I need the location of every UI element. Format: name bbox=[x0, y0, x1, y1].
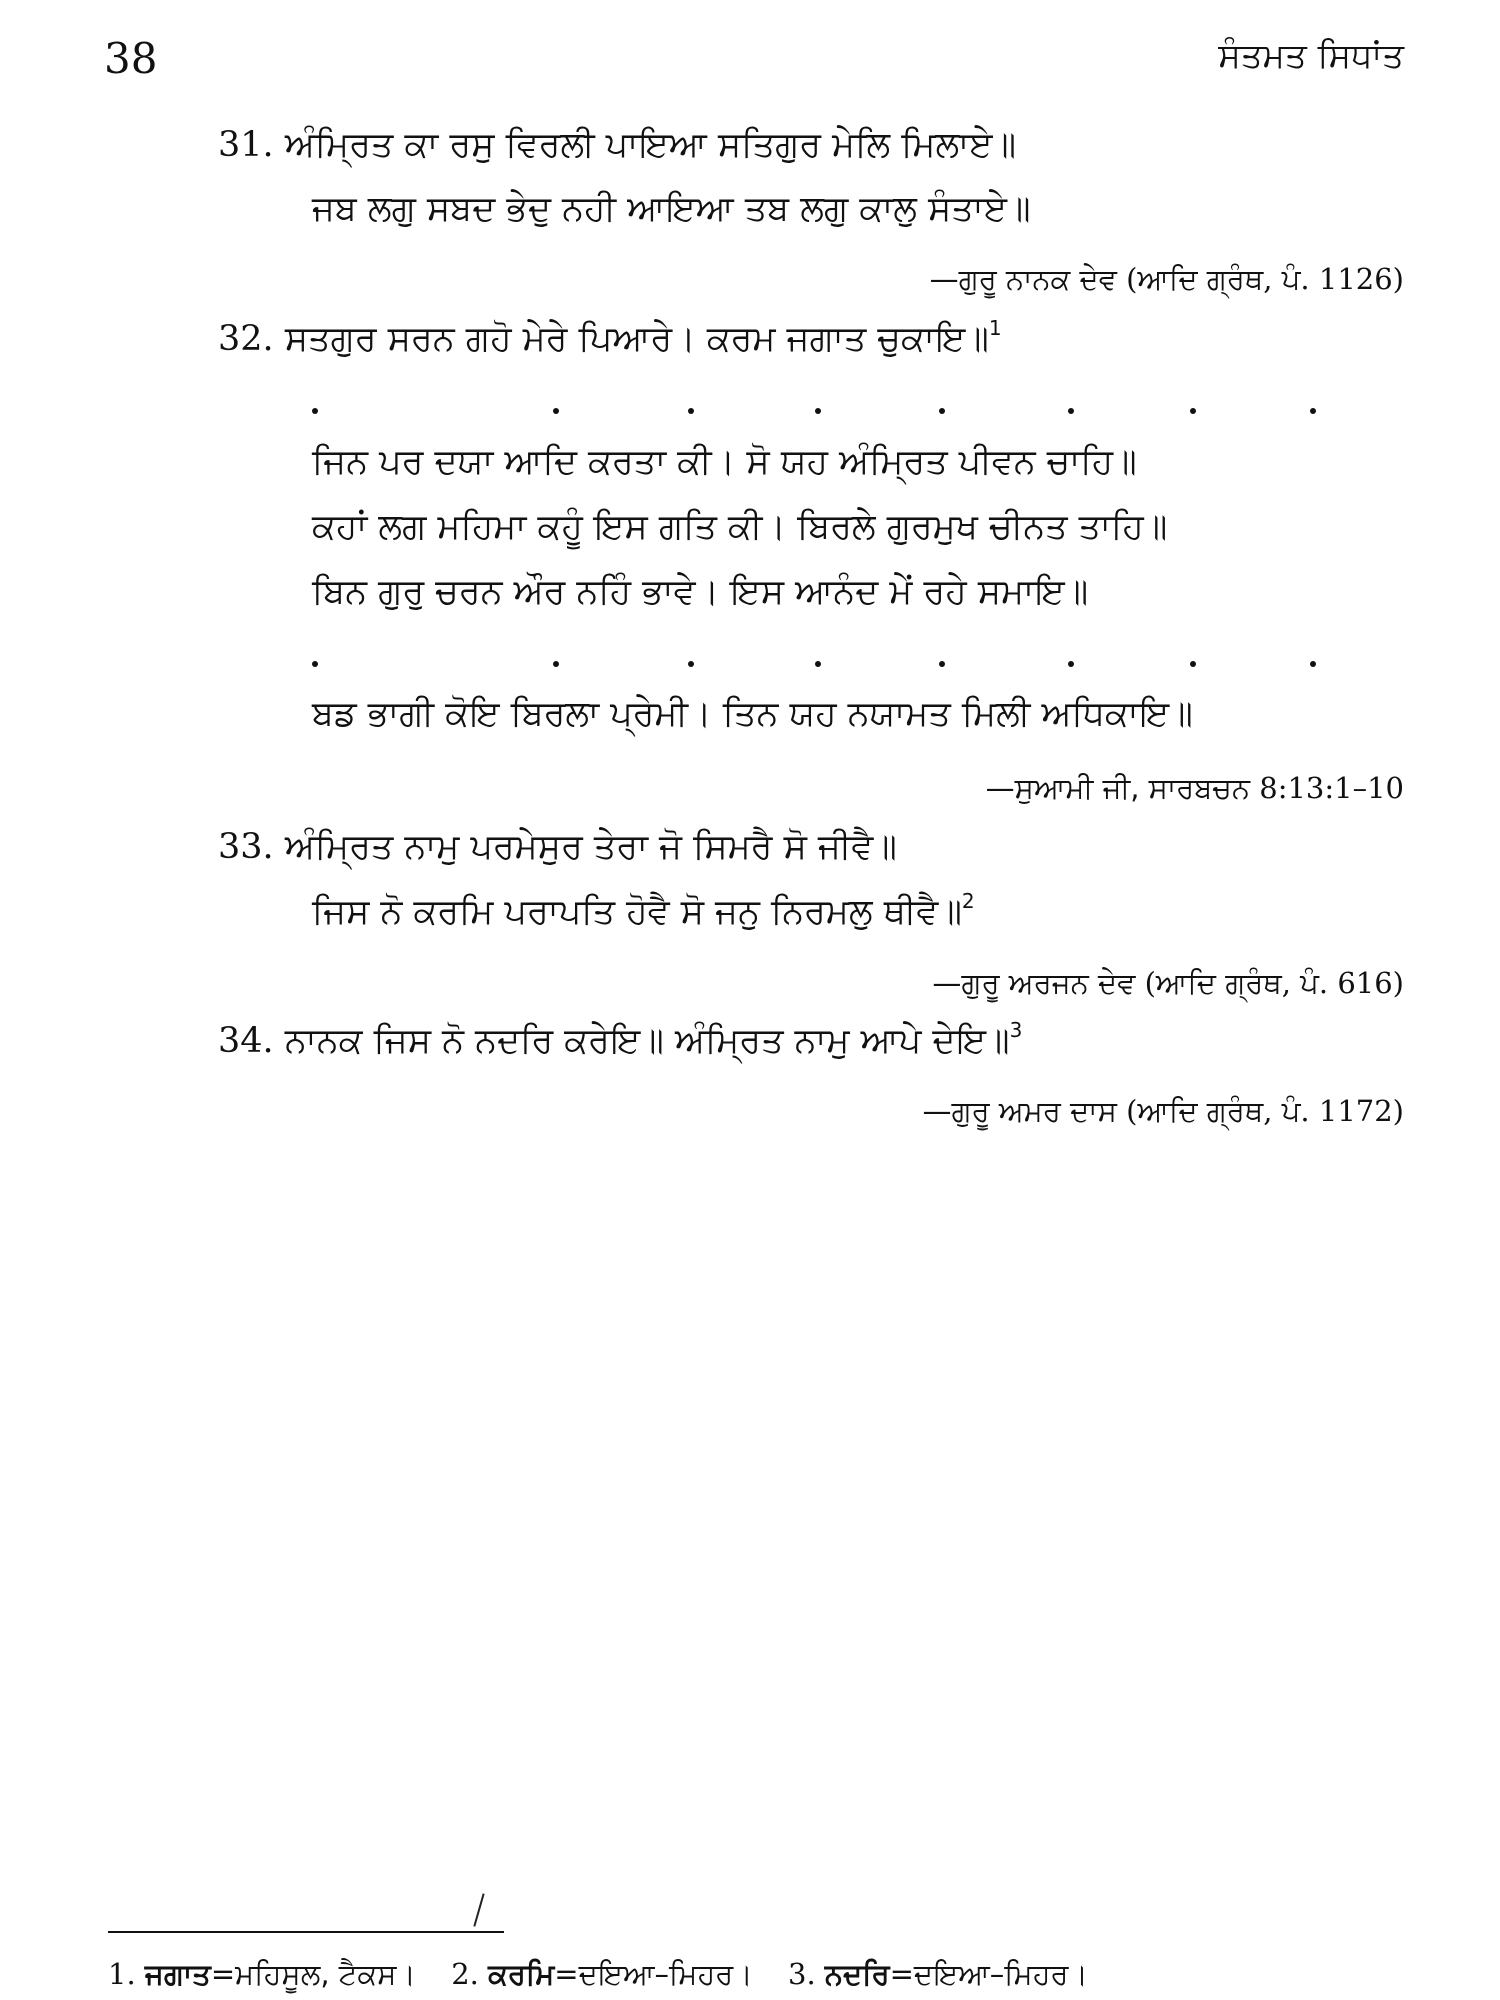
verse-32-line-1 bbox=[218, 316, 1002, 359]
footnote-number: 2. bbox=[451, 1957, 479, 1991]
verse-32-attribution bbox=[986, 771, 1404, 806]
attribution-source: 8:13:1–10 bbox=[1259, 771, 1404, 805]
verse-text: ਨਾਨਕ ਜਿਸ ਨੋ ਨਦਰਿ ਕਰੇਇ॥ ਅੰਮ੍ਰਿਤ ਨਾਮੁ ਆਪੇ ਦੇਇ॥ bbox=[284, 1021, 1010, 1061]
verse-text: ਅੰਮ੍ਰਿਤ ਕਾ ਰਸੁ ਵਿਰਲੀ ਪਾਇਆ ਸਤਿਗੁਰ ਮੇਲਿ ਮਿਲਾਏ॥ bbox=[284, 125, 1017, 165]
verse-text: ਜਿਸ ਨੋ ਕਰਮਿ ਪਰਾਪਤਿ ਹੋਵੈ ਸੋ ਜਨੁ ਨਿਰਮਲੁ ਥੀਵੈ॥ bbox=[312, 892, 962, 932]
verse-number: 33. bbox=[218, 827, 274, 867]
verse-32-line-3: ਕਹਾਂ ਲਗ ਮਹਿਮਾ ਕਹੂੰ ਇਸ ਗਤਿ ਕੀ। ਬਿਰਲੇ ਗੁਰਮੁਖ ਚੀਨਤ ਤਾਹਿ॥ bbox=[312, 507, 1168, 547]
attribution-source: (ਆਦਿ ਗ੍ਰੰਥ, ਪੰ. 616) bbox=[1144, 966, 1404, 1000]
footnote-ref: 2 bbox=[961, 889, 975, 913]
running-title: ਸੰਤਮਤ ਸਿਧਾਂਤ bbox=[1218, 36, 1404, 76]
attribution-source: (ਆਦਿ ਗ੍ਰੰਥ, ਪੰ. 1126) bbox=[1126, 262, 1404, 296]
footnote-3 bbox=[788, 1957, 1088, 1991]
footnote-term: ਨਦਰਿ bbox=[824, 1957, 890, 1991]
ellipsis-dots-2 bbox=[312, 653, 1312, 693]
footnote-ref: 1 bbox=[988, 316, 1002, 340]
verse-32-line-5: ਬਡ ਭਾਗੀ ਕੋਇ ਬਿਰਲਾ ਪ੍ਰੇਮੀ। ਤਿਨ ਯਹ ਨਯਾਮਤ ਮਿਲੀ ਅਧਿਕਾਇ॥ bbox=[312, 694, 1193, 734]
verse-31-attribution bbox=[930, 262, 1404, 297]
verse-33-line-1 bbox=[218, 827, 897, 867]
verse-33-line-2 bbox=[312, 889, 975, 932]
verse-34-line-1 bbox=[218, 1018, 1023, 1061]
footnotes bbox=[108, 1957, 1088, 1992]
footnote-meaning: =ਦਇਆ–ਮਿਹਰ। bbox=[554, 1957, 753, 1991]
verse-number: 34. bbox=[218, 1021, 274, 1061]
footnote-term: ਕਰਮਿ bbox=[488, 1957, 555, 1991]
verse-31-line-2: ਜਬ ਲਗੁ ਸਬਦ ਭੇਦੁ ਨਹੀ ਆਇਆ ਤਬ ਲਗੁ ਕਾਲੁ ਸੰਤਾਏ॥ bbox=[312, 189, 1031, 229]
ellipsis-dots-1 bbox=[312, 400, 1312, 440]
verse-text: ਅੰਮ੍ਰਿਤ ਨਾਮੁ ਪਰਮੇਸੁਰ ਤੇਰਾ ਜੋ ਸਿਮਰੈ ਸੋ ਜੀਵੈ॥ bbox=[284, 827, 897, 867]
footnote-ref: 3 bbox=[1009, 1018, 1023, 1042]
footnote-1 bbox=[108, 1957, 416, 1991]
footnote-meaning: =ਦਇਆ–ਮਿਹਰ। bbox=[889, 1957, 1089, 1991]
verse-number: 32. bbox=[218, 319, 274, 359]
attribution-author: —ਗੁਰੂ ਅਮਰ ਦਾਸ bbox=[922, 1094, 1117, 1128]
footnote-2 bbox=[451, 1957, 753, 1991]
footnote-term: ਜਗਾਤ bbox=[144, 1957, 211, 1991]
verse-number: 31. bbox=[218, 125, 274, 165]
footnote-meaning: =ਮਹਿਸੂਲ, ਟੈਕਸ। bbox=[210, 1957, 416, 1991]
verse-31-line-1 bbox=[218, 125, 1017, 165]
footnote-number: 3. bbox=[788, 1957, 816, 1991]
verse-33-attribution bbox=[932, 966, 1404, 1001]
attribution-author: —ਸੁਆਮੀ ਜੀ, ਸਾਰਬਚਨ bbox=[985, 771, 1251, 805]
verse-34-attribution bbox=[922, 1094, 1404, 1129]
page-number: 38 bbox=[104, 34, 158, 83]
verse-32-line-2: ਜਿਨ ਪਰ ਦਯਾ ਆਦਿ ਕਰਤਾ ਕੀ। ਸੋ ਯਹ ਅੰਮ੍ਰਿਤ ਪੀਵਨ ਚਾਹਿ॥ bbox=[312, 442, 1137, 482]
attribution-author: —ਗੁਰੂ ਨਾਨਕ ਦੇਵ bbox=[929, 262, 1117, 296]
verse-32-line-4: ਬਿਨ ਗੁਰੁ ਚਰਨ ਔਰ ਨਹਿੰ ਭਾਵੇ। ਇਸ ਆਨੰਦ ਮੇਂ ਰਹੇ ਸਮਾਇ॥ bbox=[312, 572, 1089, 612]
pencil-mark bbox=[473, 1893, 484, 1926]
verse-text: ਸਤਗੁਰ ਸਰਨ ਗਹੋ ਮੇਰੇ ਪਿਆਰੇ। ਕਰਮ ਜਗਾਤ ਚੁਕਾਇ॥ bbox=[284, 319, 989, 359]
footnote-number: 1. bbox=[108, 1957, 136, 1991]
footnote-separator bbox=[108, 1931, 504, 1933]
attribution-source: (ਆਦਿ ਗ੍ਰੰਥ, ਪੰ. 1172) bbox=[1126, 1094, 1404, 1128]
attribution-author: —ਗੁਰੂ ਅਰਜਨ ਦੇਵ bbox=[932, 966, 1136, 1000]
